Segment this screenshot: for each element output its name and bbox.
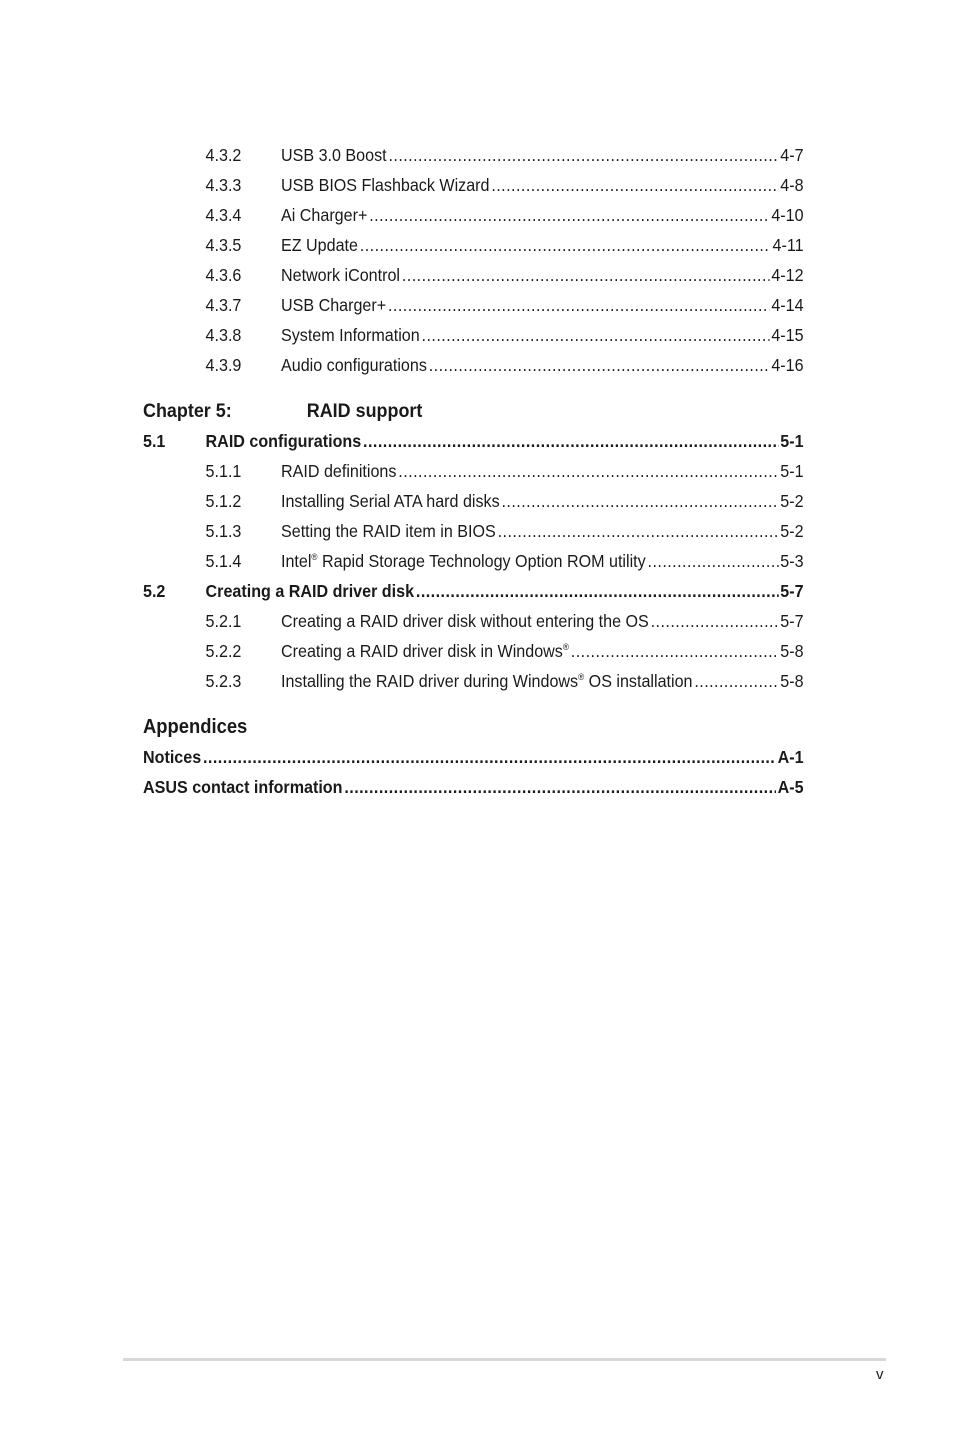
toc-section[interactable] bbox=[143, 576, 804, 606]
section-number: 5.2 bbox=[143, 581, 166, 601]
entry-title: USB BIOS Flashback Wizard bbox=[281, 175, 490, 195]
toc-entry[interactable] bbox=[143, 772, 804, 802]
dot-leader bbox=[651, 606, 779, 636]
entry-page: A-5 bbox=[777, 777, 804, 797]
toc-entry[interactable] bbox=[143, 230, 804, 260]
toc-entry[interactable] bbox=[143, 742, 804, 772]
entry-title: Network iControl bbox=[281, 265, 401, 285]
entry-page: 5-1 bbox=[780, 461, 804, 481]
dot-leader bbox=[402, 260, 770, 290]
toc-entry[interactable] bbox=[143, 606, 804, 636]
entry-page: 4-15 bbox=[771, 325, 804, 345]
entry-number: 4.3.7 bbox=[205, 295, 242, 315]
dot-leader bbox=[648, 546, 779, 576]
entry-page: 4-16 bbox=[771, 355, 804, 375]
entry-title: EZ Update bbox=[281, 235, 358, 255]
dot-leader bbox=[388, 290, 769, 320]
entry-number: 5.1.2 bbox=[205, 491, 242, 511]
toc-entry[interactable] bbox=[143, 516, 804, 546]
dot-leader bbox=[501, 486, 778, 516]
entry-page: 5-2 bbox=[780, 491, 804, 511]
dot-leader bbox=[491, 170, 778, 200]
entry-page: 4-7 bbox=[780, 145, 804, 165]
entry-number: 5.2.2 bbox=[205, 641, 242, 661]
toc-entry[interactable] bbox=[143, 546, 804, 576]
dot-leader bbox=[369, 200, 769, 230]
entry-number: 5.1.3 bbox=[205, 521, 242, 541]
dot-leader bbox=[203, 742, 776, 772]
toc-section[interactable] bbox=[143, 426, 804, 456]
dot-leader bbox=[398, 456, 778, 486]
dot-leader bbox=[429, 350, 770, 380]
dot-leader bbox=[422, 320, 770, 350]
section-page: 5-1 bbox=[780, 431, 804, 451]
chapter-heading[interactable] bbox=[143, 396, 751, 426]
registered-mark: ® bbox=[311, 552, 318, 563]
toc-entry[interactable] bbox=[143, 456, 804, 486]
entry-page: 4-12 bbox=[771, 265, 804, 285]
section-number: 5.1 bbox=[143, 431, 166, 451]
page-number: v bbox=[876, 1366, 884, 1383]
section-page: 5-7 bbox=[780, 581, 804, 601]
entry-title bbox=[281, 546, 646, 576]
entry-number: 4.3.8 bbox=[205, 325, 242, 345]
entry-number: 5.1.4 bbox=[205, 551, 242, 571]
entry-page: 5-7 bbox=[780, 611, 804, 631]
entry-page: A-1 bbox=[777, 747, 804, 767]
registered-mark: ® bbox=[562, 642, 569, 653]
dot-leader bbox=[344, 772, 775, 802]
entry-title-part: Installing the RAID driver during Windows bbox=[281, 671, 579, 691]
entry-page: 4-8 bbox=[780, 175, 804, 195]
dot-leader bbox=[694, 666, 778, 696]
entry-number: 4.3.2 bbox=[205, 145, 242, 165]
entry-title: Notices bbox=[143, 747, 202, 767]
appendices-heading[interactable]: Appendices bbox=[143, 716, 248, 738]
entry-title bbox=[281, 636, 569, 666]
toc-entry[interactable] bbox=[143, 140, 804, 170]
toc-entry[interactable] bbox=[143, 636, 804, 666]
entry-title: Creating a RAID driver disk without entering the OS bbox=[281, 611, 649, 631]
dot-leader bbox=[498, 516, 779, 546]
footer-divider bbox=[123, 1358, 886, 1361]
section-title: RAID configurations bbox=[205, 431, 362, 451]
entry-title-part: Creating a RAID driver disk in Windows bbox=[281, 641, 563, 661]
entry-number: 4.3.9 bbox=[205, 355, 242, 375]
dot-leader bbox=[571, 636, 779, 666]
entry-number: 5.2.3 bbox=[205, 671, 242, 691]
toc-entry[interactable] bbox=[143, 486, 804, 516]
registered-mark: ® bbox=[578, 672, 585, 683]
section-title: Creating a RAID driver disk bbox=[205, 581, 415, 601]
entry-title: USB 3.0 Boost bbox=[281, 145, 387, 165]
entry-title: Ai Charger+ bbox=[281, 205, 368, 225]
toc-entry[interactable] bbox=[143, 666, 804, 696]
entry-number: 5.1.1 bbox=[205, 461, 242, 481]
toc-entry[interactable] bbox=[143, 260, 804, 290]
entry-title: Installing Serial ATA hard disks bbox=[281, 491, 500, 511]
entry-page: 4-10 bbox=[771, 205, 804, 225]
entry-number: 4.3.4 bbox=[205, 205, 242, 225]
entry-number: 4.3.5 bbox=[205, 235, 242, 255]
entry-number: 5.2.1 bbox=[205, 611, 242, 631]
entry-title: RAID definitions bbox=[281, 461, 397, 481]
dot-leader bbox=[388, 140, 778, 170]
toc-entry[interactable] bbox=[143, 320, 804, 350]
entry-title bbox=[281, 666, 692, 696]
entry-page: 5-8 bbox=[780, 641, 804, 661]
dot-leader bbox=[363, 426, 778, 456]
entry-title: Audio configurations bbox=[281, 355, 427, 375]
entry-number: 4.3.6 bbox=[205, 265, 242, 285]
entry-page: 4-11 bbox=[772, 235, 804, 255]
toc-entry[interactable] bbox=[143, 350, 804, 380]
dot-leader bbox=[416, 576, 779, 606]
entry-title-part: Intel bbox=[281, 551, 312, 571]
dot-leader bbox=[360, 230, 771, 260]
entry-title-part: Rapid Storage Technology Option ROM utility bbox=[317, 551, 646, 571]
chapter-label: Chapter 5: bbox=[143, 400, 232, 422]
entry-page: 5-2 bbox=[780, 521, 804, 541]
entry-title: Setting the RAID item in BIOS bbox=[281, 521, 496, 541]
toc-entry[interactable] bbox=[143, 200, 804, 230]
entry-title: ASUS contact information bbox=[143, 777, 343, 797]
entry-page: 5-3 bbox=[780, 551, 804, 571]
entry-title-part: OS installation bbox=[584, 671, 693, 691]
entry-title: System Information bbox=[281, 325, 420, 345]
entry-title: USB Charger+ bbox=[281, 295, 387, 315]
entry-number: 4.3.3 bbox=[205, 175, 242, 195]
table-of-contents bbox=[143, 140, 804, 802]
toc-entry[interactable] bbox=[143, 290, 804, 320]
entry-page: 4-14 bbox=[771, 295, 804, 315]
entry-page: 5-8 bbox=[780, 671, 804, 691]
chapter-title: RAID support bbox=[306, 400, 423, 422]
toc-entry[interactable] bbox=[143, 170, 804, 200]
